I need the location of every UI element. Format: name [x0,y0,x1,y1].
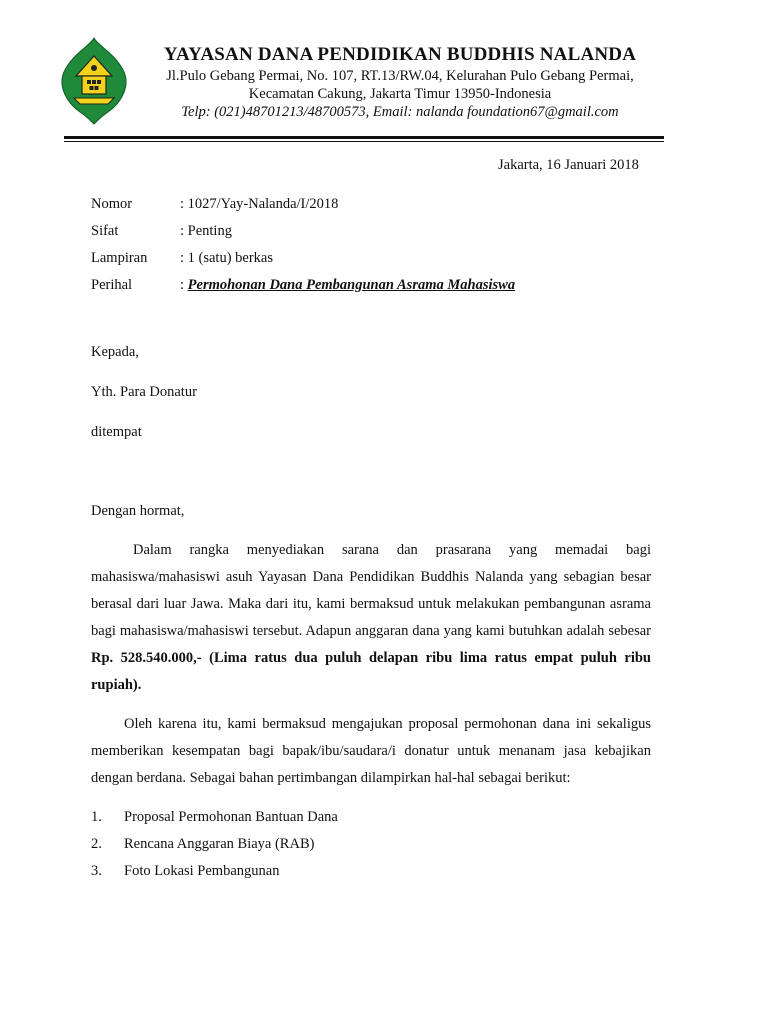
paragraph-1-line-1: Dalam rangka menyediakan sarana dan prasarana yang memadai bagi [133,542,651,558]
letterhead-divider-thick [64,136,664,139]
paragraph-1-line-5: Rp. 528.540.000,- (Lima ratus dua puluh delapan ribu lima ratus empat puluh ribu [91,650,651,666]
letterhead-divider-thin [64,141,664,142]
paragraph-2-line-2: memberikan kesempatan bagi bapak/ibu/saudara/i donatur untuk menanam jasa kebajikan [91,743,651,759]
attachment-number: 1. [91,809,102,825]
nomor-label: Nomor [91,196,133,212]
paragraph-2-line-3: dengan berdana. Sebagai bahan pertimbangan dilampirkan hal-hal sebagai berikut: [91,770,571,786]
address-line-1: Jl.Pulo Gebang Permai, No. 107, RT.13/RW.04, Kelurahan Pulo Gebang Permai, [166,68,634,84]
kepada: Kepada, [91,344,139,360]
sifat-value: : Penting [180,223,232,239]
recipient-name: Yth. Para Donatur [91,384,197,400]
sifat-label: Sifat [91,223,119,239]
perihal-row [180,277,515,294]
letter-date: Jakarta, 16 Januari 2018 [498,157,639,173]
attachment-number: 3. [91,863,102,879]
bodhi-leaf-logo-icon [58,36,130,126]
paragraph-1-line-6: rupiah). [91,677,142,693]
nomor-value: : 1027/Yay-Nalanda/I/2018 [180,196,339,212]
paragraph-1-line-2: mahasiswa/mahasiswi asuh Yayasan Dana Pendidikan Buddhis Nalanda yang sebagian besar [91,569,651,585]
perihal-label: Perihal [91,277,133,293]
perihal-colon: : [180,277,188,293]
org-name: YAYASAN DANA PENDIDIKAN BUDDHIS NALANDA [163,44,637,65]
contact-line: Telp: (021)48701213/48700573, Email: nalanda foundation67@gmail.com [181,104,619,120]
recipient-place: ditempat [91,424,142,440]
salutation: Dengan hormat, [91,503,185,519]
address-line-2: Kecamatan Cakung, Jakarta Timur 13950-Indonesia [248,86,552,102]
attachment-number: 2. [91,836,102,852]
perihal-value: Permohonan Dana Pembangunan Asrama Mahasiswa [187,277,516,293]
attachment-item: Proposal Permohonan Bantuan Dana [124,809,338,825]
paragraph-1-line-4: bagi mahasiswa/mahasiswi tersebut. Adapun anggaran dana yang kami butuhkan adalah sebesar [91,623,651,639]
lampiran-value: : 1 (satu) berkas [180,250,274,266]
attachment-item: Foto Lokasi Pembangunan [124,863,280,879]
paragraph-2-line-1: Oleh karena itu, kami bermaksud mengajukan proposal permohonan dana ini sekaligus [124,716,651,732]
attachment-item: Rencana Anggaran Biaya (RAB) [124,836,315,852]
paragraph-1-line-3: berasal dari luar Jawa. Maka dari itu, kami bermaksud untuk melakukan pembangunan asrama [91,596,651,612]
lampiran-label: Lampiran [91,250,148,266]
